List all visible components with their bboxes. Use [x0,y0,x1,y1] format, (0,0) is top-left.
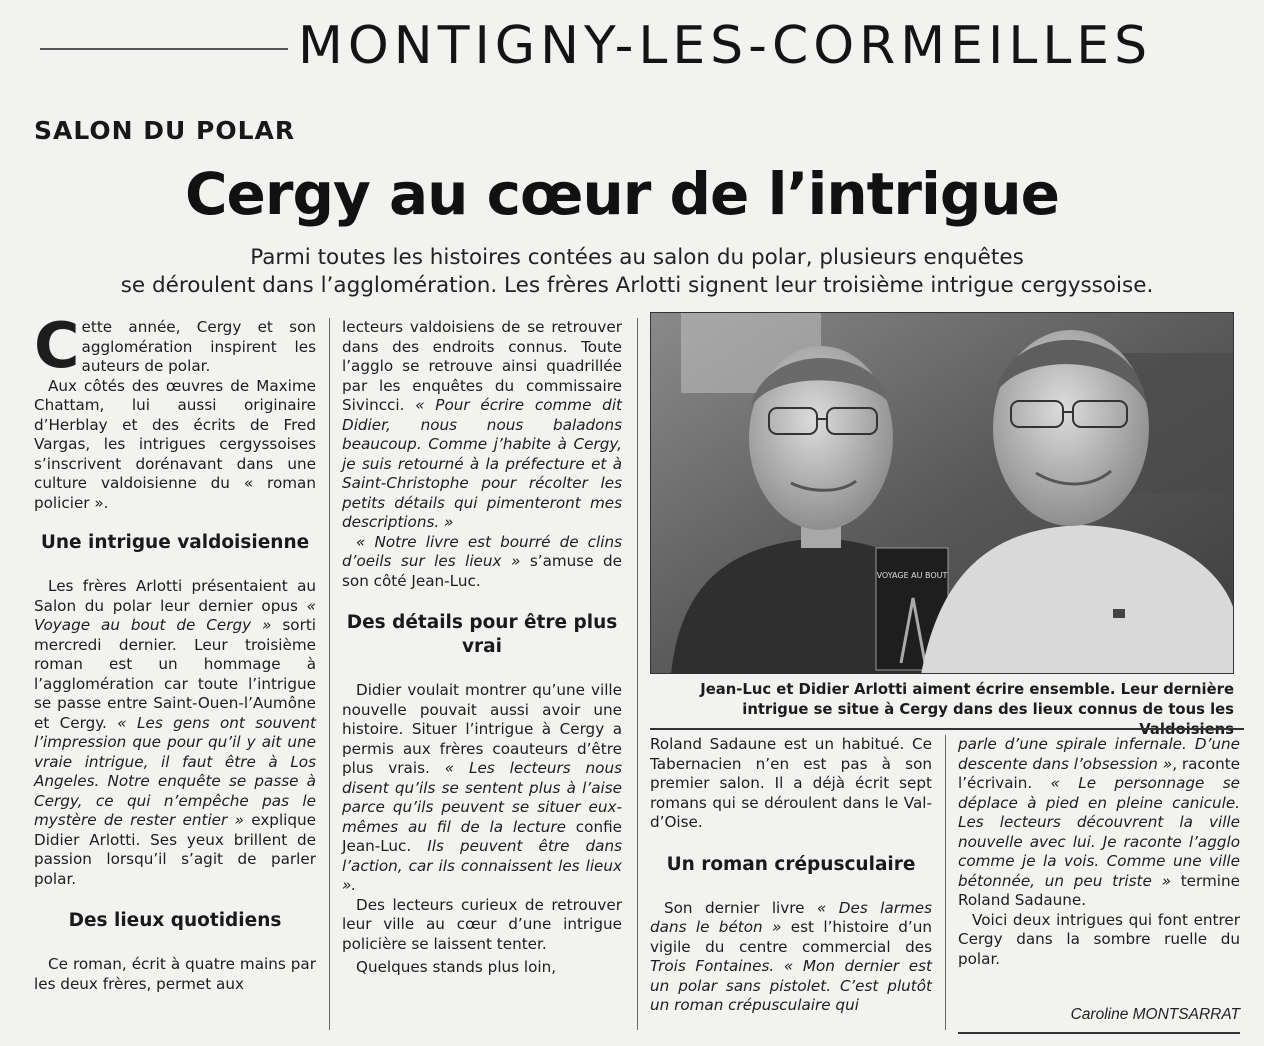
paragraph-text: est l’histoire d’un vigile du centre commercial des [650,918,932,956]
paragraph-text: Didier voulait montrer qu’une ville nouvelle pouvait aussi avoir une histoire. Situer l’intrigue à Cergy a permis aux frères coauteurs d’être plus vrais. [342,681,622,777]
paragraph: Aux côtés des œuvres de Maxime Chattam, lui aussi originaire d’Herblay et des écrits de Fred Vargas, les intrigues cergyssoises s’inscrivent dorénavant dans une culture valdoisienne du « roman policier ». [34,376,316,512]
paragraph-text: termine Roland Sadaune. [958,871,1240,909]
standfirst-line-2: se déroulent dans l’agglomération. Les frères Arlotti signent leur troisième intrigue cergyssoise. [120,273,1154,298]
drop-cap: C [34,309,80,382]
paragraph: Ce roman, écrit à quatre mains par les deux frères, permet aux [34,955,316,993]
headline: Cergy au cœur de l’intrigue [184,160,1060,228]
quote: Trois Fontaines. « Mon dernier est un polar sans pistolet. C’est plutôt un roman crépusculaire qui [650,957,932,1014]
subheading: Des lieux quotidiens [68,910,282,931]
quote: « Le personnage se déplace à pied en pleine canicule. Les lecteurs découvrent la ville nouvelle avec lui. Je raconte l’agglo comme je la vois. Comme une ville bétonnée, un peu triste » [958,774,1240,890]
paragraph-text: ette année, Cergy et son agglomération inspirent les auteurs de polar. [81,318,316,375]
quote: « Les gens ont souvent l’impression que pour qu’il y ait une vraie intrigue, il faut être à Los Angeles. Notre enquête se passe à Cergy, ce qui n’empêche pas le mystère de rester entier » [34,713,316,829]
paragraph [342,318,622,533]
photo-caption: Jean-Luc et Didier Arlotti aiment écrire ensemble. Leur dernière intrigue se situe à Cergy dans des lieux connus de tous les [700,681,1234,718]
paragraph-text: Son dernier livre [664,898,817,917]
paragraph-text: confie Jean-Luc. [342,817,622,855]
column-rule [329,318,330,1030]
standfirst-line-1: Parmi toutes les histoires contées au salon du polar, plusieurs enquêtes [250,245,1024,270]
section-title: MONTIGNY-LES-CORMEILLES [298,16,1153,76]
article-column-3 [650,735,932,1016]
paragraph-text: lecteurs valdoisiens de se retrouver dans des endroits connus. Toute l’agglo se retrouve ainsi quadrillée par les enquêtes du commissaire Sivincci. [342,318,622,414]
quote: Ils peuvent être dans l’action, car ils connaissent les lieux ». [342,837,622,894]
paragraph-text: , raconte l’écrivain. [958,754,1240,792]
author-signature: Caroline MONTSARRAT [1070,1006,1240,1023]
article-column-1 [34,309,316,994]
paragraph [342,681,622,896]
quote: « Pour écrire comme dit Didier, nous nous baladons beaucoup. Comme j’habite à Cergy, je suis retourné à la préfecture et à Saint-Christophe pour récolter les petits détails qui pimenteront mes descriptions. » [342,396,622,531]
column-rule [945,735,946,1030]
paragraph: Roland Sadaune est un habitué. Ce Tabernacien n’en est pas à son premier salon. Il a déjà écrit sept romans qui se déroulent dans le Val-d’Oise. [650,735,932,831]
paragraph: Voici deux intrigues qui font entrer Cergy dans la sombre ruelle du polar. [958,910,1240,968]
subheading: Une intrigue valdoisienne [40,532,310,553]
quote: parle d’une spirale infernale. D’une descente dans l’obsession » [958,735,1240,773]
paragraph-text: explique Didier Arlotti. Ses yeux brillent de passion lorsqu’il s’agit de parler polar. [34,811,316,888]
column-rule [637,318,638,1030]
paragraph [34,577,316,889]
subheading: Un roman crépusculaire [666,853,916,875]
bottom-rule [958,1032,1240,1034]
paragraph [34,309,316,382]
paragraph [958,735,1240,911]
book-title: « Des larmes dans le béton » [650,898,932,936]
paragraph [342,533,622,592]
paragraph: Des lecteurs curieux de retrouver leur ville au cœur d’une intrigue policière se laissent tenter. [342,895,622,953]
paragraph-text: s’amuse de son côté Jean-Luc. [342,552,622,590]
paragraph-text: Les frères Arlotti présentaient au Salon du polar leur dernier opus [34,577,316,615]
book-cover-title: VOYAGE AU BOUT [876,571,948,580]
header-rule [40,48,288,50]
kicker: SALON DU POLAR [34,116,296,145]
paragraph: Quelques stands plus loin, [356,958,557,976]
quote: « Les lecteurs nous disent qu’ils se sentent plus à l’aise parce qu’ils peuvent se situer eux-mêmes au fil de la lecture [342,759,622,836]
subheading: Des détails pour être plus vrai [346,612,618,657]
standfirst [60,244,1214,300]
article-column-4 [958,735,1240,969]
caption-rule [650,728,1244,730]
paragraph-text: sorti mercredi dernier. Leur troisième roman est un hommage à l’agglomération car toute l’intrigue se passe entre Saint-Ouen-l’Aumône et Cergy. [34,616,316,732]
book-title: « Voyage au bout de Cergy » [34,596,316,634]
quote: « Notre livre est bourré de clins d’oeils sur les lieux » [342,532,622,570]
photo-authors [650,312,1234,674]
article-column-2 [342,318,622,978]
photo-illustration [651,313,1234,674]
paragraph [650,899,932,1016]
